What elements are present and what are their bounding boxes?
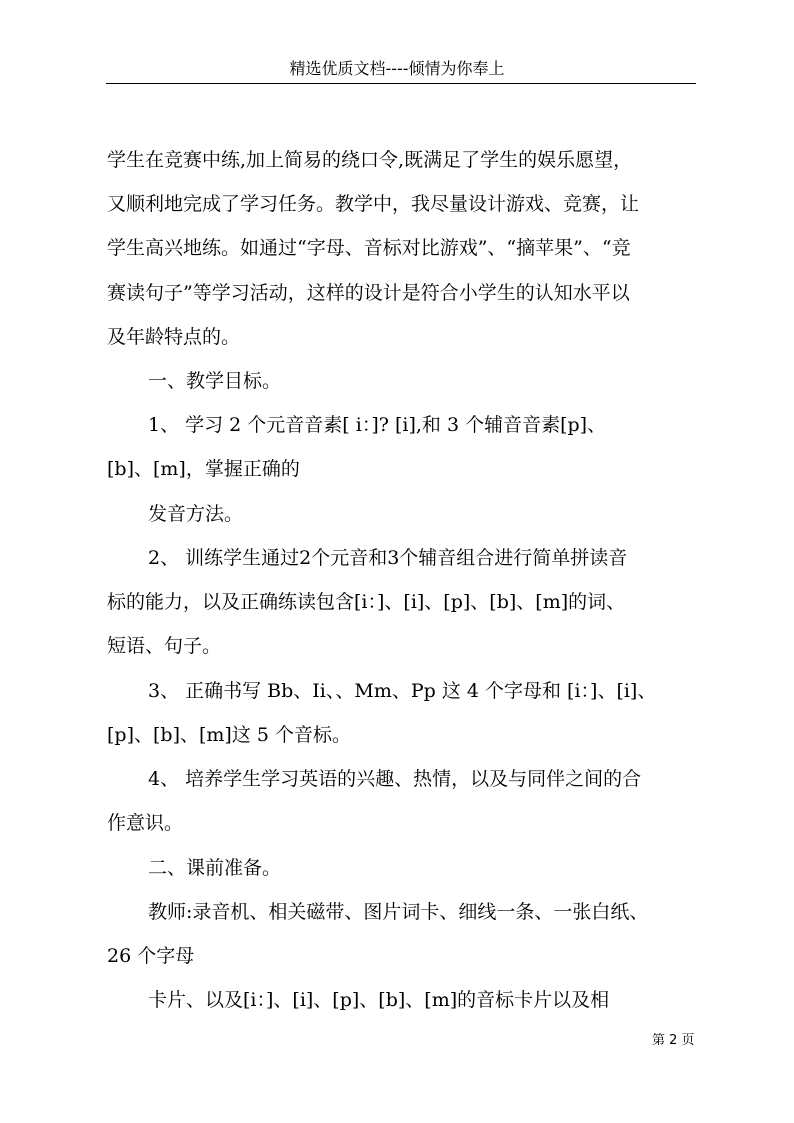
text-line: [p]、[b]、[m]这 5 个音标。 [107, 724, 351, 746]
text-line: 学生高兴地练。如通过“字母、音标对比游戏”、“摘苹果”、“竞 [107, 237, 631, 259]
text-line: 赛读句子”等学习活动，这样的设计是符合小学生的认知水平以 [107, 282, 630, 304]
text-line: 26 个字母 [107, 945, 195, 967]
list-item: 3、 正确书写 Bb、Ii、、Mm、Pp 这 4 个字母和 [i：]、[i]、 [148, 680, 657, 702]
section-heading: 一、教学目标。 [148, 370, 282, 392]
text-line: 发音方法。 [148, 503, 244, 525]
page-number: 第 2 页 [652, 1033, 695, 1048]
text-line: 标的能力，以及正确练读包含[i：]、[i]、[p]、[b]、[m]的词、 [107, 591, 626, 613]
text-line: [b]、[m]，掌握正确的 [107, 458, 300, 480]
text-line: 又顺利地完成了学习任务。教学中，我尽量设计游戏、竞赛，让 [107, 193, 640, 215]
text-line: 学生在竞赛中练,加上简易的绕口令,既满足了学生的娱乐愿望， [107, 149, 633, 171]
header-divider [106, 83, 696, 84]
list-item: 4、 培养学生学习英语的兴趣、热情，以及与同伴之间的合 [148, 768, 642, 790]
page-header: 精选优质文档----倾情为你奉上 [289, 59, 505, 78]
text-line: 卡片、以及[i：]、[i]、[p]、[b]、[m]的音标卡片以及相 [148, 989, 610, 1011]
list-item: 1、 学习 2 个元音音素[ i：]? [i],和 3 个辅音音素[p]、 [148, 414, 607, 436]
text-line: 教师:录音机、相关磁带、图片词卡、细线一条、一张白纸、 [148, 901, 649, 923]
text-line: 及年龄特点的。 [107, 326, 241, 348]
list-item: 2、 训练学生通过2个元音和3个辅音组合进行简单拼读音 [148, 547, 628, 569]
text-line: 短语、句子。 [107, 635, 222, 657]
text-line: 作意识。 [107, 812, 184, 834]
section-heading: 二、课前准备。 [148, 857, 282, 879]
